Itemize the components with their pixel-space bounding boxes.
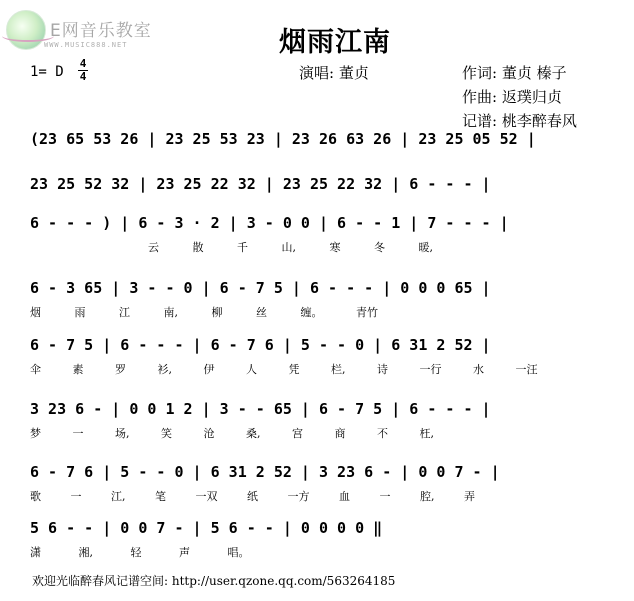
score-line-7-lyrics: 歌 一 江, 笔 一双 纸 一方 血 一 腔, 弄: [30, 490, 475, 503]
time-signature: [78, 58, 88, 83]
score-line-7-notes: 6 - 7 6 | 5 - - 0 | 6 31 2 52 | 3 23 6 - | 0 0 7 - |: [30, 463, 500, 481]
score-line-8-notes: 5 6 - - | 0 0 7 - | 5 6 - - | 0 0 0 0 ‖: [30, 519, 383, 537]
score-line-4-notes: 6 - 3 65 | 3 - - 0 | 6 - 7 5 | 6 - - - | 0 0 0 65 |: [30, 279, 491, 297]
footer-note: 欢迎光临醉春风记谱空间: http://user.qzone.qq.com/563264185: [32, 574, 396, 588]
score-line-4-lyrics: 烟 雨 江 南, 柳 丝 缠。 青竹: [30, 306, 378, 319]
score-line-2-notes: 23 25 52 32 | 23 25 22 32 | 23 25 22 32 | 6 - - - |: [30, 175, 491, 193]
lyricist-credit: 作词: 董贞 榛子: [462, 64, 567, 82]
transcriber-credit: 记谱: 桃李醉春风: [462, 112, 577, 130]
score-line-8-lyrics: 潇 湘, 轻 声 唱。: [30, 546, 250, 559]
logo-url: WWW.MUSIC888.NET: [44, 41, 128, 49]
time-signature-bottom: 4: [79, 70, 87, 83]
score-line-1-notes: (23 65 53 26 | 23 25 53 23 | 23 26 63 26 | 23 25 05 52 |: [30, 130, 536, 148]
score-line-5-notes: 6 - 7 5 | 6 - - - | 6 - 7 6 | 5 - - 0 | 6 31 2 52 |: [30, 336, 491, 354]
score-line-6-notes: 3 23 6 - | 0 0 1 2 | 3 - - 65 | 6 - 7 5 | 6 - - - |: [30, 400, 491, 418]
singer-credit: 演唱: 董贞: [299, 64, 369, 82]
score-line-5-lyrics: 伞 素 罗 衫, 伊 人 凭 栏, 诗 一行 水 一汪: [30, 363, 538, 376]
score-line-6-lyrics: 梦 一 场, 笑 沧 桑, 宫 商 不 枉,: [30, 427, 434, 440]
composer-credit: 作曲: 返璞归贞: [462, 88, 562, 106]
song-title: 烟雨江南: [279, 27, 391, 58]
key-signature: 1= D: [30, 64, 64, 80]
score-line-3-notes: 6 - - - ) | 6 - 3 · 2 | 3 - 0 0 | 6 - - 1 | 7 - - - |: [30, 214, 509, 232]
score-line-3-lyrics: 云 散 千 山, 寒 冬 暖,: [148, 241, 433, 254]
logo-text: E网音乐教室: [50, 21, 152, 41]
time-signature-top: 4: [79, 57, 87, 70]
